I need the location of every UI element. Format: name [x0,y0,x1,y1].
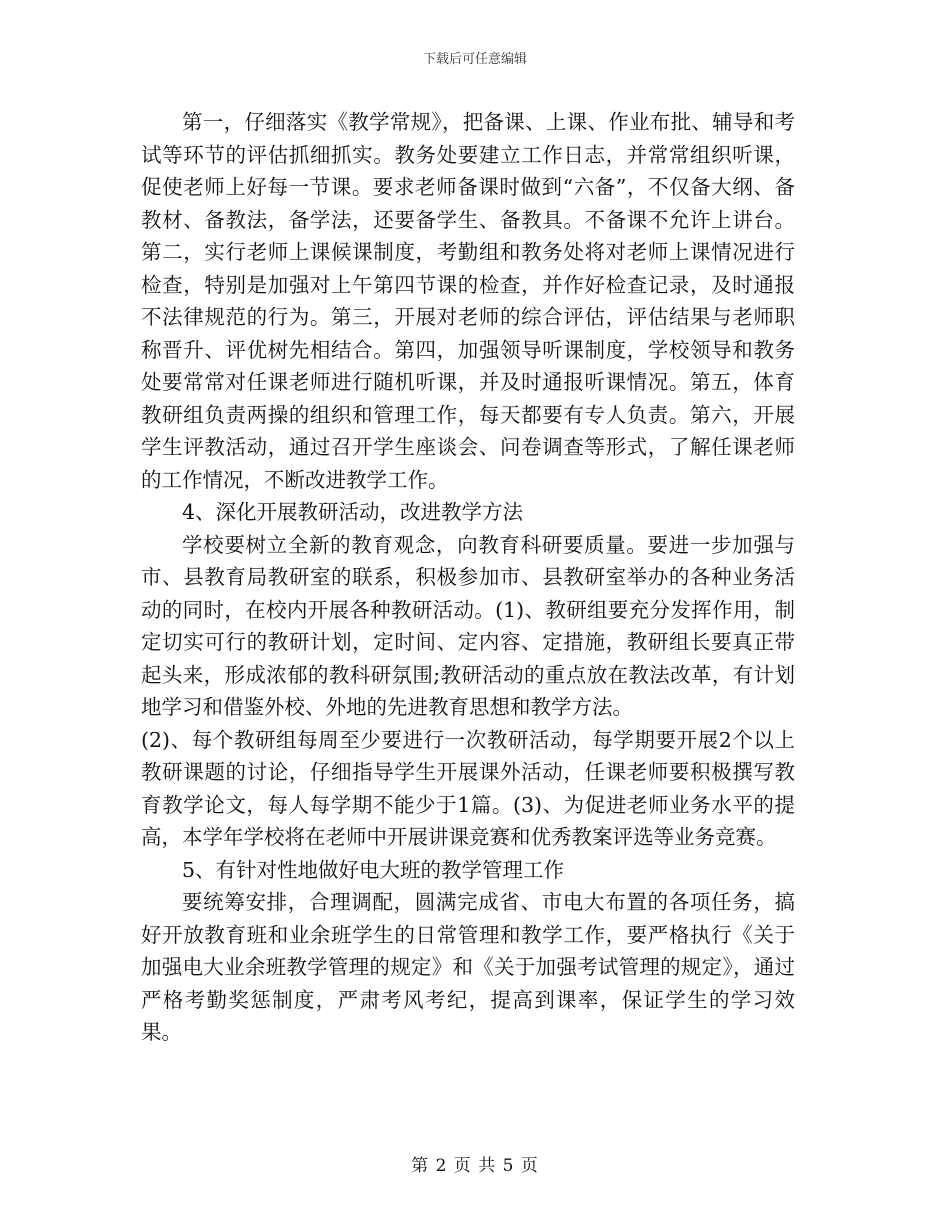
paragraph-tv-university: 要统筹安排，合理调配，圆满完成省、市电大布置的各项任务，搞好开放教育班和业余班学生的日常管理和教学工作，要严格执行《关于加强电大业余班教学管理的规定》和《关于加强考试管理的规定》，通过严格考勤奖惩制度，严肃考风考纪，提高到课率，保证学生的学习效果。 [141,890,795,1044]
header-note: 下载后可任意编辑 [422,52,527,67]
paragraph-teaching-routine: 第一，仔细落实《教学常规》，把备课、上课、作业布批、辅导和考试等环节的评估抓细抓实。教务处要建立工作日志，并常常组织听课，促使老师上好每一节课。要求老师备课时做到“六备”，不仅备大纲、备教材、备教法，备学法，还要备学生、备教具。不备课不允许上讲台。第二，实行老师上课候课制度，考勤组和教务处将对老师上课情况进行检查，特别是加强对上午第四节课的检查，并作好检查记录，及时通报不法律规范的行为。第三，开展对老师的综合评估，评估结果与老师职称晋升、评优树先相结合。第四，加强领导听课制度，学校领导和教务处要常常对任课老师进行随机听课，并及时通报听课情况。第五，体育教研组负责两操的组织和管理工作，每天都要有专人负责。第六，开展学生评教活动，通过召开学生座谈会、问卷调查等形式，了解任课老师的工作情况，不断改进教学工作。 [141,110,795,492]
section-heading-teaching-research: 4、深化开展教研活动，改进教学方法 [182,500,524,524]
page-number: 第 2 页 共 5 页 [411,1156,539,1176]
paragraph-research-activities: (2)、每个教研组每周至少要进行一次教研活动，每学期要开展2个以上教研课题的讨论，仔细指导学生开展课外活动，任课老师要积极撰写教育教学论文，每人每学期不能少于1篇。(3)、为促进老师业务水平的提高，本学年学校将在老师中开展讲课竞赛和优秀教案评选等业务竞赛。 [141,727,795,849]
section-heading-tv-university: 5、有针对性地做好电大班的教学管理工作 [182,857,565,882]
paragraph-teaching-research: 学校要树立全新的教育观念，向教育科研要质量。要进一步加强与市、县教育局教研室的联系，积极参加市、县教研室举办的各种业务活动的同时，在校内开展各种教研活动。(1)、教研组要充分发挥作用，制定切实可行的教研计划，定时间、定内容、定措施，教研组长要真正带起头来，形成浓郁的教科研氛围;教研活动的重点放在教法改革，有计划地学习和借鉴外校、外地的先进教育思想和教学方法。 [141,532,795,719]
body-text [141,106,795,1049]
